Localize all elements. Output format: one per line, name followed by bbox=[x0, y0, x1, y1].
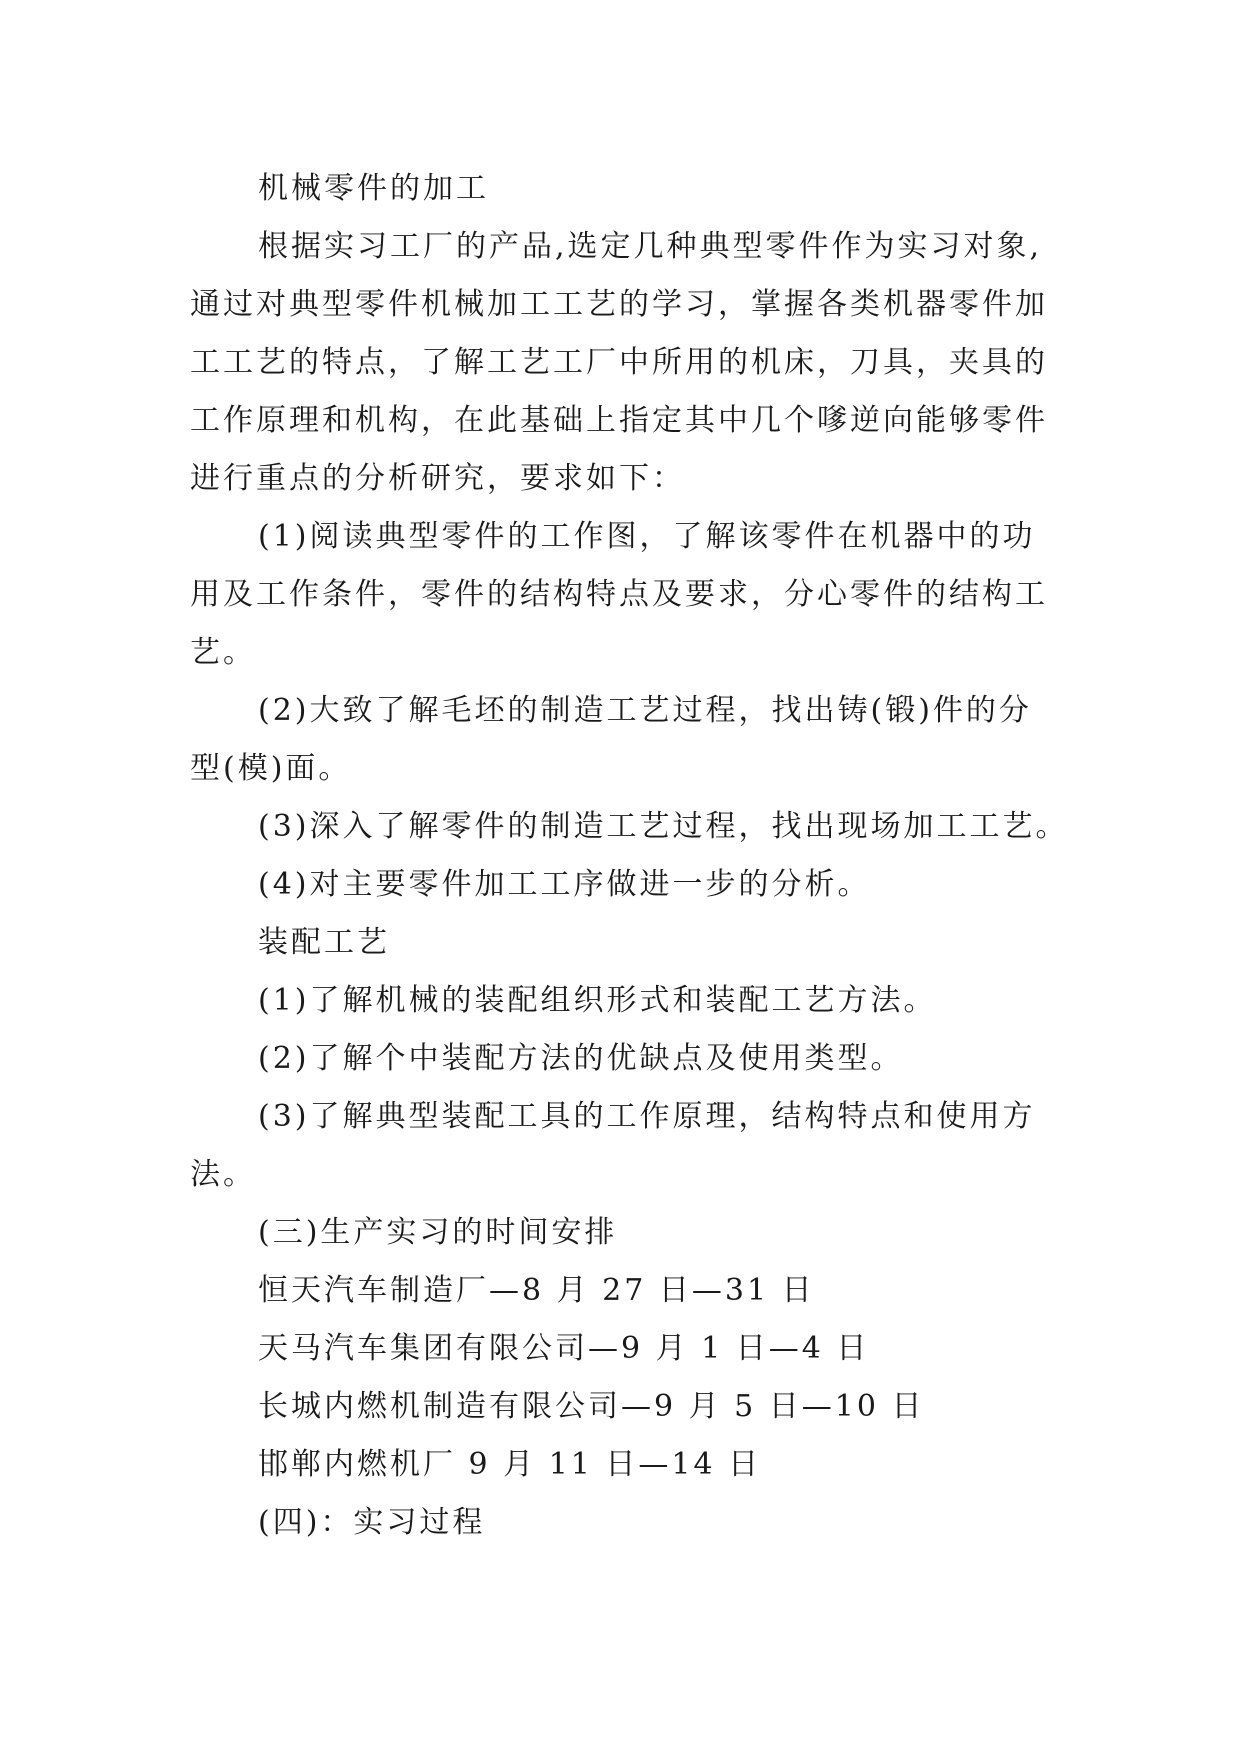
section-heading-schedule: (三)生产实习的时间安排 bbox=[258, 1215, 618, 1250]
paragraph-line: 根据实习工厂的产品,选定几种典型零件作为实习对象, bbox=[258, 229, 1043, 264]
list-item-line: (4)对主要零件加工工序做进一步的分析。 bbox=[258, 867, 871, 902]
section-heading-assembly: 装配工艺 bbox=[258, 925, 390, 960]
list-item-line: (3)深入了解零件的制造工艺过程，找出现场加工工艺。 bbox=[258, 809, 1069, 844]
schedule-line: 恒天汽车制造厂—8 月 27 日—31 日 bbox=[258, 1273, 815, 1308]
paragraph-line: 进行重点的分析研究，要求如下： bbox=[190, 461, 685, 496]
schedule-line: 长城内燃机制造有限公司—9 月 5 日—10 日 bbox=[258, 1389, 925, 1424]
list-item-line: (1)了解机械的装配组织形式和装配工艺方法。 bbox=[258, 983, 937, 1018]
schedule-line: 天马汽车集团有限公司—9 月 1 日—4 日 bbox=[258, 1331, 870, 1366]
paragraph-line: 工工艺的特点，了解工艺工厂中所用的机床，刀具，夹具的 bbox=[190, 345, 1048, 380]
list-item-line: (3)了解典型装配工具的工作原理，结构特点和使用方 bbox=[258, 1099, 1036, 1134]
section-heading-process: (四)：实习过程 bbox=[258, 1505, 486, 1540]
document-body bbox=[190, 160, 1070, 1552]
list-item-line: 用及工作条件，零件的结构特点及要求，分心零件的结构工 bbox=[190, 577, 1048, 612]
section-heading-parts-machining: 机械零件的加工 bbox=[258, 171, 489, 206]
schedule-line: 邯郸内燃机厂 9 月 11 日—14 日 bbox=[258, 1447, 762, 1482]
list-item-line: 艺。 bbox=[190, 635, 256, 670]
paragraph-line: 工作原理和机构，在此基础上指定其中几个嗲逆向能够零件 bbox=[190, 403, 1048, 438]
list-item-line: 型(模)面。 bbox=[190, 751, 352, 786]
list-item-line: (2)大致了解毛坯的制造工艺过程，找出铸(锻)件的分 bbox=[258, 693, 1032, 728]
paragraph-line: 通过对典型零件机械加工工艺的学习，掌握各类机器零件加 bbox=[190, 287, 1048, 322]
list-item-line: (1)阅读典型零件的工作图，了解该零件在机器中的功 bbox=[258, 519, 1036, 554]
list-item-line: 法。 bbox=[190, 1157, 256, 1192]
list-item-line: (2)了解个中装配方法的优缺点及使用类型。 bbox=[258, 1041, 904, 1076]
